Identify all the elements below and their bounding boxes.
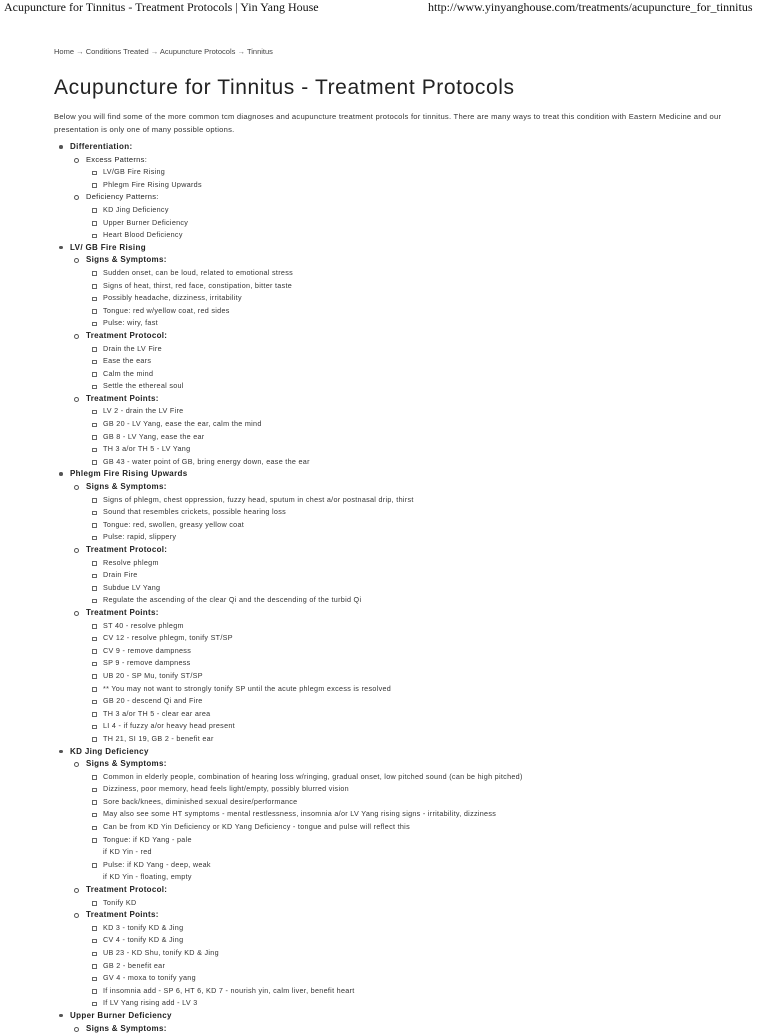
group-item	[70, 758, 744, 884]
group-item	[70, 481, 744, 544]
protocol-tree	[54, 141, 744, 1035]
group-heading: Treatment Protocol:	[86, 545, 168, 554]
group-item	[70, 330, 744, 393]
group-heading: Signs & Symptoms:	[86, 255, 167, 265]
detail-item: GB 43 - water point of GB, bring energy down, ease the ear	[86, 456, 744, 469]
detail-item: Tongue: red, swollen, greasy yellow coat	[86, 519, 744, 532]
group-item	[70, 544, 744, 607]
section-heading: KD Jing Deficiency	[70, 746, 149, 756]
detail-item: GB 2 - benefit ear	[86, 960, 744, 973]
group-item	[70, 191, 744, 241]
detail-item: Common in elderly people, combination of hearing loss w/ringing, gradual onset, low pitched sound (can be high pitched)	[86, 771, 744, 784]
detail-item: if KD Yin - floating, empty	[103, 872, 192, 882]
detail-item: Signs of phlegm, chest oppression, fuzzy head, sputum in chest a/or postnasal drip, thirst	[86, 494, 744, 507]
detail-item: TH 3 a/or TH 5 - clear ear area	[86, 708, 744, 721]
detail-item: Drain Fire	[86, 569, 744, 582]
detail-item: Tonify KD	[86, 897, 744, 910]
detail-item: Tongue: if KD Yang - pale	[86, 834, 744, 847]
detail-item: Phlegm Fire Rising Upwards	[86, 179, 744, 192]
detail-item: LV/GB Fire Rising	[86, 166, 744, 179]
detail-list	[86, 204, 744, 242]
group-item	[70, 154, 744, 192]
group-list	[70, 154, 744, 242]
detail-list	[86, 494, 744, 544]
detail-item: Ease the ears	[86, 355, 744, 368]
detail-item: Subdue LV Yang	[86, 582, 744, 595]
detail-item: Heart Blood Deficiency	[86, 229, 744, 242]
detail-item: GB 8 - LV Yang, ease the ear	[86, 431, 744, 444]
detail-list	[86, 771, 744, 884]
group-item	[70, 607, 744, 746]
detail-item: GB 20 - descend Qi and Fire	[86, 695, 744, 708]
intro-paragraph: Below you will find some of the more common tcm diagnoses and acupuncture treatment protocols for tinnitus. There are many ways to treat this condition with Eastern Medicine and our presentation is only one of many possible options.	[54, 112, 722, 134]
detail-item: LV 2 - drain the LV Fire	[86, 405, 744, 418]
detail-item: TH 3 a/or TH 5 - LV Yang	[86, 443, 744, 456]
group-heading: Treatment Points:	[86, 607, 159, 617]
detail-item: If insomnia add - SP 6, HT 6, KD 7 - nourish yin, calm liver, benefit heart	[86, 985, 744, 998]
group-heading: Excess Patterns:	[86, 154, 148, 164]
group-item	[70, 909, 744, 1010]
group-item	[70, 884, 744, 909]
group-item	[70, 393, 744, 469]
section-item	[54, 468, 744, 745]
section-item	[54, 242, 744, 469]
group-list	[70, 758, 744, 1010]
print-page-url[interactable]: http://www.yinyanghouse.com/treatments/acupuncture_for_tinnitus	[428, 0, 753, 14]
detail-item: Sound that resembles crickets, possible hearing loss	[86, 506, 744, 519]
print-page-title: Acupuncture for Tinnitus - Treatment Protocols | Yin Yang House	[4, 0, 319, 14]
detail-item: Calm the mind	[86, 368, 744, 381]
breadcrumb-separator: →	[74, 47, 86, 56]
group-heading: Treatment Points:	[86, 393, 159, 403]
section-heading: Upper Burner Deficiency	[70, 1010, 172, 1020]
group-heading: Treatment Protocol:	[86, 885, 168, 895]
detail-item: Pulse: wiry, fast	[86, 317, 744, 330]
detail-item: Sudden onset, can be loud, related to emotional stress	[86, 267, 744, 280]
detail-item: if KD Yin - red	[103, 847, 152, 857]
group-heading: Treatment Protocol:	[86, 330, 168, 340]
section-heading: Differentiation:	[70, 142, 133, 151]
print-header	[0, 0, 768, 14]
group-heading: Signs & Symptoms:	[86, 482, 167, 492]
detail-item: Sore back/knees, diminished sexual desire/performance	[86, 796, 744, 809]
detail-item: SP 9 - remove dampness	[86, 657, 744, 670]
breadcrumb-link[interactable]: Acupuncture Protocols	[159, 47, 236, 56]
detail-item: UB 20 - SP Mu, tonify ST/SP	[86, 670, 744, 683]
detail-list	[86, 620, 744, 746]
section-item	[54, 1010, 744, 1035]
breadcrumb-link[interactable]: Conditions Treated	[85, 47, 149, 56]
detail-list	[86, 343, 744, 393]
detail-item: LI 4 - if fuzzy a/or heavy head present	[86, 720, 744, 733]
section-heading: LV/ GB Fire Rising	[70, 242, 146, 252]
detail-item: Upper Burner Deficiency	[86, 217, 744, 230]
detail-item: Tongue: red w/yellow coat, red sides	[86, 305, 744, 318]
detail-item: ST 40 - resolve phlegm	[86, 620, 744, 633]
section-item	[54, 141, 744, 242]
detail-item: ** You may not want to strongly tonify SP until the acute phlegm excess is resolved	[86, 683, 744, 696]
detail-item: Resolve phlegm	[86, 557, 744, 570]
breadcrumb-separator: →	[235, 47, 247, 56]
section-list	[54, 141, 744, 1035]
detail-item: Drain the LV Fire	[86, 343, 744, 356]
page-content	[54, 47, 744, 1035]
detail-item: CV 4 - tonify KD & Jing	[86, 934, 744, 947]
group-list	[70, 481, 744, 745]
detail-item: KD 3 - tonify KD & Jing	[86, 922, 744, 935]
detail-list	[86, 897, 744, 910]
detail-item: CV 9 - remove dampness	[86, 645, 744, 658]
group-item	[70, 1023, 744, 1035]
detail-item: TH 21, SI 19, GB 2 - benefit ear	[86, 733, 744, 746]
detail-item: GV 4 - moxa to tonify yang	[86, 972, 744, 985]
detail-list	[86, 267, 744, 330]
detail-item: Pulse: if KD Yang - deep, weak	[86, 859, 744, 872]
section-heading: Phlegm Fire Rising Upwards	[70, 469, 188, 479]
detail-list	[86, 922, 744, 1010]
detail-item: Pulse: rapid, slippery	[86, 531, 744, 544]
detail-list	[86, 405, 744, 468]
detail-list	[86, 557, 744, 607]
group-list	[70, 1023, 744, 1035]
group-heading: Treatment Points:	[86, 910, 159, 920]
breadcrumb-separator: →	[148, 47, 160, 56]
page-title: Acupuncture for Tinnitus - Treatment Protocols	[54, 76, 515, 99]
detail-item: Regulate the ascending of the clear Qi and the descending of the turbid Qi	[86, 594, 744, 607]
breadcrumb-link[interactable]: Tinnitus	[246, 47, 273, 56]
group-heading: Signs & Symptoms:	[86, 759, 167, 769]
detail-item: Possibly headache, dizziness, irritability	[86, 292, 744, 305]
breadcrumb-link[interactable]: Home	[54, 47, 75, 56]
detail-item: If LV Yang rising add - LV 3	[86, 997, 744, 1010]
detail-item: Settle the ethereal soul	[86, 380, 744, 393]
detail-item: KD Jing Deficiency	[86, 204, 744, 217]
section-item	[54, 746, 744, 1010]
group-list	[70, 254, 744, 468]
group-heading: Signs & Symptoms:	[86, 1023, 167, 1033]
detail-item: UB 23 - KD Shu, tonify KD & Jing	[86, 947, 744, 960]
breadcrumb	[54, 47, 744, 57]
group-heading: Deficiency Patterns:	[86, 192, 159, 202]
detail-item: GB 20 - LV Yang, ease the ear, calm the mind	[86, 418, 744, 431]
detail-item: May also see some HT symptoms - mental restlessness, insomnia a/or LV Yang rising signs - irritability, dizziness	[86, 808, 744, 821]
detail-item: Can be from KD Yin Deficiency or KD Yang Deficiency - tongue and pulse will reflect this	[86, 821, 744, 834]
detail-item: Dizziness, poor memory, head feels light/empty, possibly blurred vision	[86, 783, 744, 796]
detail-list	[86, 166, 744, 191]
group-item	[70, 254, 744, 330]
detail-item: CV 12 - resolve phlegm, tonify ST/SP	[86, 632, 744, 645]
detail-item: Signs of heat, thirst, red face, constipation, bitter taste	[86, 280, 744, 293]
